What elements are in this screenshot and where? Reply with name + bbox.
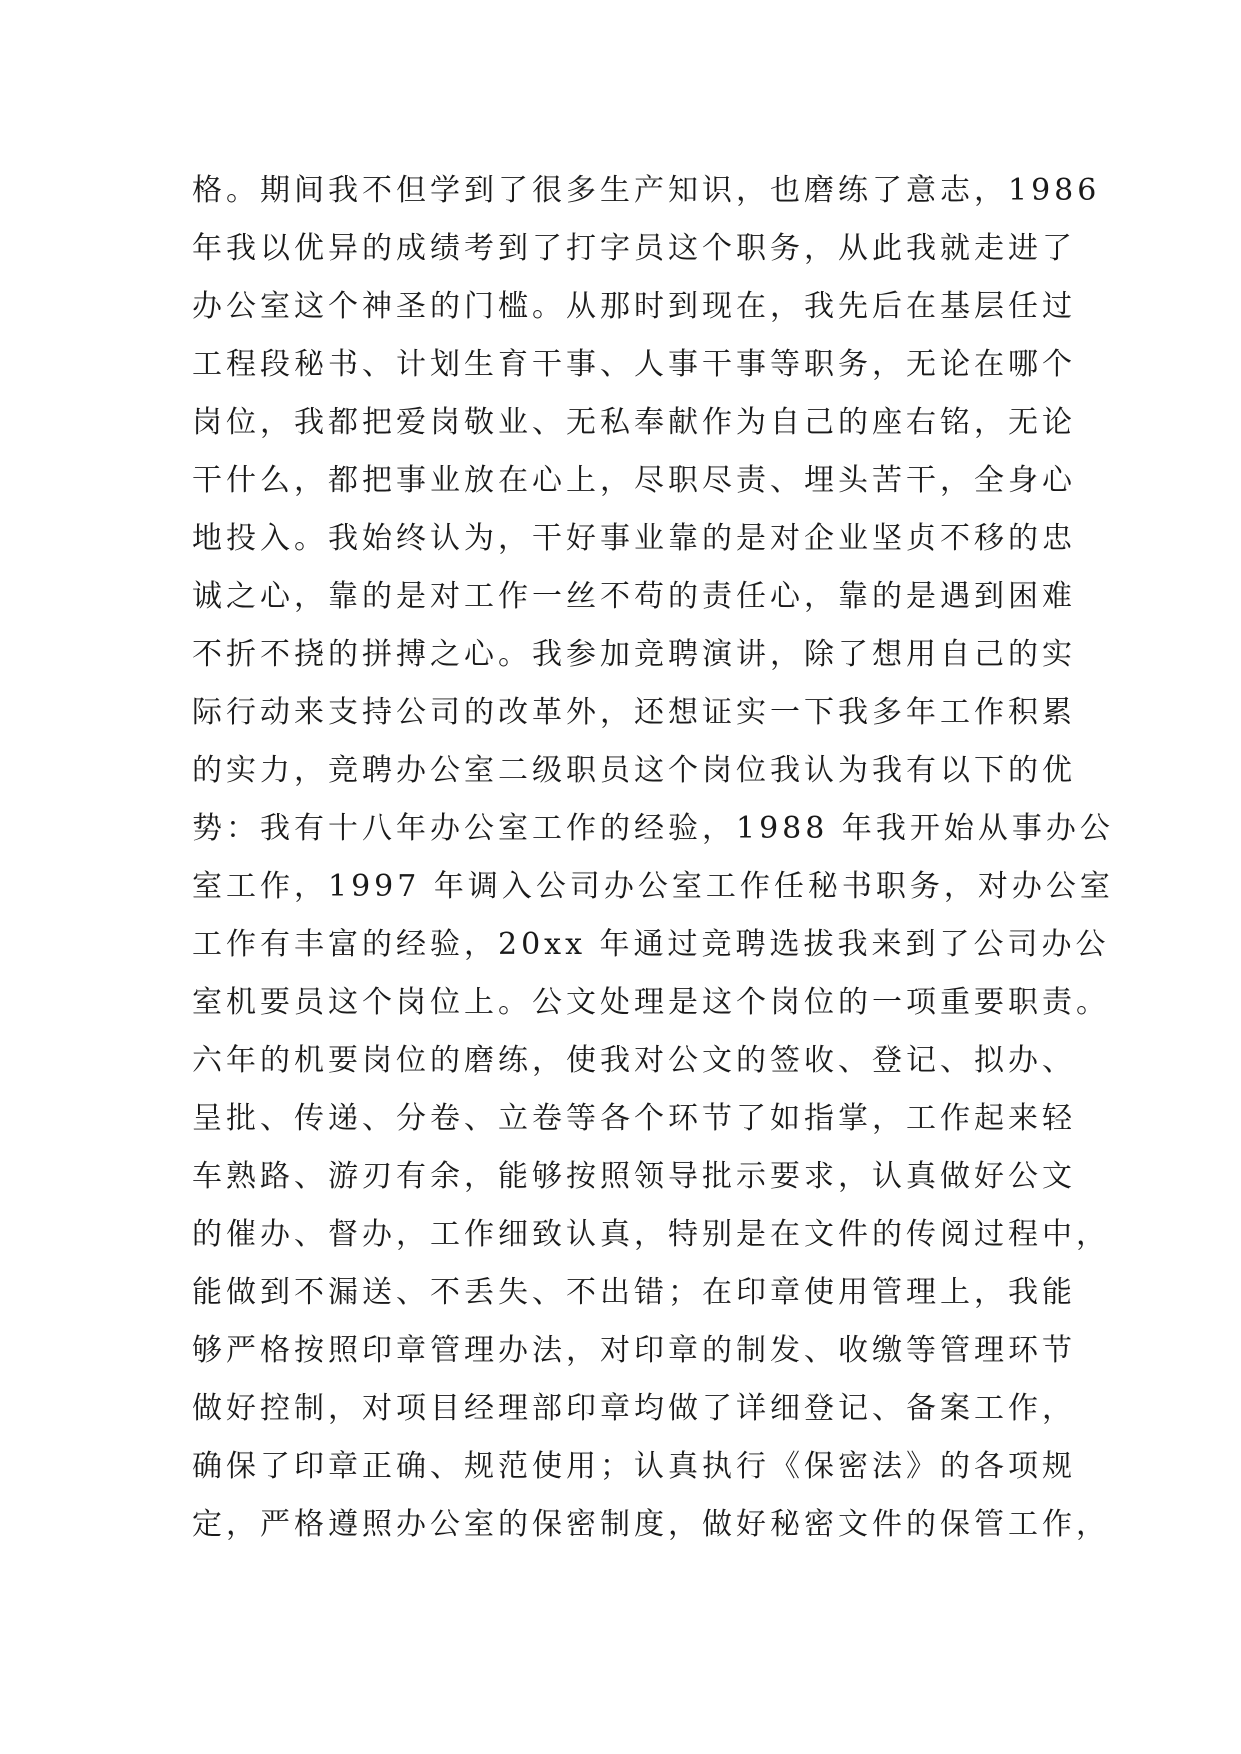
text-line-20: 能做到不漏送、不丢失、不出错；在印章使用管理上，我能 — [192, 1275, 1076, 1310]
text-line-13: 室工作，1997 年调入公司办公室工作任秘书职务，对办公室 — [192, 869, 1114, 904]
text-line-5: 岗位，我都把爱岗敬业、无私奉献作为自己的座右铭，无论 — [192, 405, 1076, 440]
text-line-18: 车熟路、游刃有余，能够按照领导批示要求，认真做好公文 — [192, 1159, 1076, 1194]
text-line-4: 工程段秘书、计划生育干事、人事干事等职务，无论在哪个 — [192, 347, 1076, 382]
text-line-7: 地投入。我始终认为，干好事业靠的是对企业坚贞不移的忠 — [192, 521, 1076, 556]
text-line-21: 够严格按照印章管理办法，对印章的制发、收缴等管理环节 — [192, 1333, 1076, 1368]
text-line-2: 年我以优异的成绩考到了打字员这个职务，从此我就走进了 — [192, 231, 1076, 266]
text-line-9: 不折不挠的拼搏之心。我参加竞聘演讲，除了想用自己的实 — [192, 637, 1076, 672]
text-line-3: 办公室这个神圣的门槛。从那时到现在，我先后在基层任过 — [192, 289, 1076, 324]
body-text — [192, 162, 1114, 1554]
text-line-22: 做好控制，对项目经理部印章均做了详细登记、备案工作， — [192, 1391, 1076, 1426]
text-line-10: 际行动来支持公司的改革外，还想证实一下我多年工作积累 — [192, 695, 1076, 730]
text-line-14: 工作有丰富的经验，20xx 年通过竞聘选拔我来到了公司办公 — [192, 927, 1110, 962]
text-line-11: 的实力，竞聘办公室二级职员这个岗位我认为我有以下的优 — [192, 753, 1076, 788]
text-line-15: 室机要员这个岗位上。公文处理是这个岗位的一项重要职责。 — [192, 985, 1110, 1020]
text-line-17: 呈批、传递、分卷、立卷等各个环节了如指掌，工作起来轻 — [192, 1101, 1076, 1136]
text-line-1: 格。期间我不但学到了很多生产知识，也磨练了意志，1986 — [192, 173, 1101, 208]
text-line-8: 诚之心，靠的是对工作一丝不苟的责任心，靠的是遇到困难 — [192, 579, 1076, 614]
text-line-12: 势：我有十八年办公室工作的经验，1988 年我开始从事办公 — [192, 811, 1114, 846]
text-line-19: 的催办、督办，工作细致认真，特别是在文件的传阅过程中， — [192, 1217, 1110, 1252]
text-line-23: 确保了印章正确、规范使用；认真执行《保密法》的各项规 — [192, 1449, 1076, 1484]
text-line-6: 干什么，都把事业放在心上，尽职尽责、埋头苦干，全身心 — [192, 463, 1076, 498]
text-line-16: 六年的机要岗位的磨练，使我对公文的签收、登记、拟办、 — [192, 1043, 1076, 1078]
text-line-24: 定，严格遵照办公室的保密制度，做好秘密文件的保管工作， — [192, 1507, 1110, 1542]
